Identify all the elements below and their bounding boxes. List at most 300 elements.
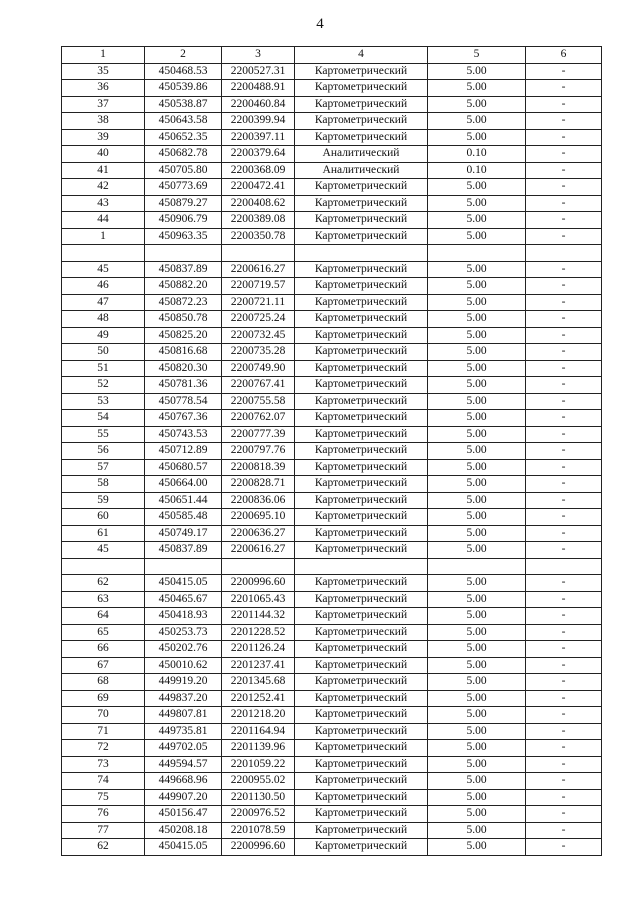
table-cell: 2201345.68	[222, 674, 295, 691]
table-row	[62, 608, 602, 625]
table-cell: 5.00	[428, 674, 526, 691]
table-cell: -	[526, 212, 602, 229]
table-cell: 41	[62, 162, 145, 179]
column-header: 2	[145, 47, 222, 64]
table-cell: 58	[62, 476, 145, 493]
table-cell: Картометрический	[295, 360, 428, 377]
table-cell: Картометрический	[295, 327, 428, 344]
table-cell: 5.00	[428, 822, 526, 839]
table-cell: 2200721.11	[222, 294, 295, 311]
table-cell: Картометрический	[295, 591, 428, 608]
table-cell: 5.00	[428, 179, 526, 196]
table-cell: 56	[62, 443, 145, 460]
table-cell: 450712.89	[145, 443, 222, 460]
table-cell: Картометрический	[295, 806, 428, 823]
table-cell: -	[526, 195, 602, 212]
table-cell: 450418.93	[145, 608, 222, 625]
table-cell: 2201065.43	[222, 591, 295, 608]
table-row	[62, 707, 602, 724]
table-cell: Картометрический	[295, 525, 428, 542]
table-cell: 63	[62, 591, 145, 608]
table-cell: -	[526, 80, 602, 97]
table-cell: 5.00	[428, 591, 526, 608]
table-cell: -	[526, 707, 602, 724]
table-cell: 47	[62, 294, 145, 311]
table-cell: Картометрический	[295, 756, 428, 773]
table-cell: Картометрический	[295, 839, 428, 856]
table-cell: Картометрический	[295, 822, 428, 839]
table-cell: 35	[62, 63, 145, 80]
table-cell: 2201059.22	[222, 756, 295, 773]
table-cell: 5.00	[428, 113, 526, 130]
table-cell: 5.00	[428, 294, 526, 311]
table-cell: 450773.69	[145, 179, 222, 196]
table-cell: 2201164.94	[222, 723, 295, 740]
table-row	[62, 278, 602, 295]
table-cell: Картометрический	[295, 80, 428, 97]
coordinates-table	[61, 46, 602, 856]
table-cell: -	[526, 657, 602, 674]
table-cell: 2201252.41	[222, 690, 295, 707]
table-cell: 71	[62, 723, 145, 740]
table-cell: -	[526, 641, 602, 658]
table-cell: -	[526, 278, 602, 295]
table-cell: Картометрический	[295, 624, 428, 641]
table-cell: -	[526, 179, 602, 196]
empty-cell	[295, 245, 428, 262]
table-cell: 5.00	[428, 261, 526, 278]
empty-cell	[295, 558, 428, 575]
table-cell: 5.00	[428, 492, 526, 509]
empty-cell	[145, 245, 222, 262]
table-cell: Картометрический	[295, 459, 428, 476]
table-row	[62, 459, 602, 476]
table-cell: 0.10	[428, 162, 526, 179]
table-cell: 450882.20	[145, 278, 222, 295]
table-cell: 450963.35	[145, 228, 222, 245]
table-row	[62, 525, 602, 542]
table-row	[62, 212, 602, 229]
table-cell: Картометрический	[295, 393, 428, 410]
table-cell: 5.00	[428, 575, 526, 592]
table-cell: 2200616.27	[222, 542, 295, 559]
table-row	[62, 575, 602, 592]
table-cell: 46	[62, 278, 145, 295]
table-cell: 450816.68	[145, 344, 222, 361]
table-row	[62, 723, 602, 740]
table-cell: 5.00	[428, 311, 526, 328]
table-row	[62, 773, 602, 790]
table-cell: -	[526, 113, 602, 130]
table-cell: 450906.79	[145, 212, 222, 229]
column-header: 5	[428, 47, 526, 64]
table-cell: 49	[62, 327, 145, 344]
table-cell: 5.00	[428, 723, 526, 740]
table-cell: 2200725.24	[222, 311, 295, 328]
table-cell: 5.00	[428, 476, 526, 493]
table-cell: 77	[62, 822, 145, 839]
table-cell: 5.00	[428, 542, 526, 559]
table-cell: 2200389.08	[222, 212, 295, 229]
table-cell: 59	[62, 492, 145, 509]
table-row	[62, 740, 602, 757]
table-cell: -	[526, 261, 602, 278]
group-separator-row	[62, 245, 602, 262]
table-cell: Аналитический	[295, 162, 428, 179]
empty-cell	[526, 558, 602, 575]
table-cell: 449668.96	[145, 773, 222, 790]
table-cell: 2200976.52	[222, 806, 295, 823]
table-cell: 5.00	[428, 195, 526, 212]
table-row	[62, 822, 602, 839]
table-cell: 450825.20	[145, 327, 222, 344]
table-cell: Картометрический	[295, 608, 428, 625]
table-cell: -	[526, 311, 602, 328]
table-cell: 2201228.52	[222, 624, 295, 641]
table-cell: 2201237.41	[222, 657, 295, 674]
table-cell: 2200732.45	[222, 327, 295, 344]
table-cell: 5.00	[428, 443, 526, 460]
table-row	[62, 360, 602, 377]
table-cell: 450538.87	[145, 96, 222, 113]
table-cell: 70	[62, 707, 145, 724]
table-cell: 5.00	[428, 344, 526, 361]
table-cell: 2200797.76	[222, 443, 295, 460]
table-cell: -	[526, 129, 602, 146]
table-cell: Картометрический	[295, 195, 428, 212]
table-cell: 69	[62, 690, 145, 707]
table-row	[62, 311, 602, 328]
table-cell: -	[526, 542, 602, 559]
table-row	[62, 344, 602, 361]
table-cell: -	[526, 674, 602, 691]
table-row	[62, 624, 602, 641]
table-cell: 5.00	[428, 806, 526, 823]
table-cell: 2200755.58	[222, 393, 295, 410]
table-cell: 450820.30	[145, 360, 222, 377]
table-cell: Картометрический	[295, 261, 428, 278]
table-cell: 449919.20	[145, 674, 222, 691]
table-cell: Картометрический	[295, 113, 428, 130]
table-cell: -	[526, 377, 602, 394]
table-cell: 55	[62, 426, 145, 443]
table-row	[62, 179, 602, 196]
table-cell: 5.00	[428, 459, 526, 476]
table-row	[62, 756, 602, 773]
table-row	[62, 641, 602, 658]
table-cell: 2200399.94	[222, 113, 295, 130]
table-row	[62, 146, 602, 163]
table-cell: -	[526, 822, 602, 839]
table-cell: -	[526, 591, 602, 608]
table-cell: 2201144.32	[222, 608, 295, 625]
table-row	[62, 591, 602, 608]
table-cell: 5.00	[428, 426, 526, 443]
table-cell: 65	[62, 624, 145, 641]
table-cell: Картометрический	[295, 278, 428, 295]
table-cell: 450749.17	[145, 525, 222, 542]
table-cell: -	[526, 525, 602, 542]
table-cell: 450850.78	[145, 311, 222, 328]
table-cell: 2200695.10	[222, 509, 295, 526]
table-cell: 62	[62, 575, 145, 592]
table-row	[62, 674, 602, 691]
table-cell: -	[526, 839, 602, 856]
table-cell: 39	[62, 129, 145, 146]
table-cell: 2200460.84	[222, 96, 295, 113]
table-cell: 450156.47	[145, 806, 222, 823]
table-cell: 45	[62, 542, 145, 559]
table-cell: 5.00	[428, 129, 526, 146]
table-cell: 449837.20	[145, 690, 222, 707]
table-cell: 2200408.62	[222, 195, 295, 212]
table-cell: 68	[62, 674, 145, 691]
table-cell: 40	[62, 146, 145, 163]
table-cell: 450208.18	[145, 822, 222, 839]
column-header: 6	[526, 47, 602, 64]
table-cell: Картометрический	[295, 443, 428, 460]
table-cell: 43	[62, 195, 145, 212]
table-cell: -	[526, 740, 602, 757]
table-cell: 2201218.20	[222, 707, 295, 724]
table-cell: Картометрический	[295, 690, 428, 707]
table-cell: 450465.67	[145, 591, 222, 608]
table-cell: -	[526, 443, 602, 460]
empty-cell	[428, 558, 526, 575]
table-row	[62, 261, 602, 278]
table-row	[62, 410, 602, 427]
table-cell: 2200379.64	[222, 146, 295, 163]
table-cell: 5.00	[428, 690, 526, 707]
table-cell: -	[526, 146, 602, 163]
table-cell: Картометрический	[295, 344, 428, 361]
table-cell: Картометрический	[295, 492, 428, 509]
table-row	[62, 129, 602, 146]
table-cell: 450837.89	[145, 542, 222, 559]
table-row	[62, 63, 602, 80]
empty-cell	[222, 558, 295, 575]
table-cell: Картометрический	[295, 789, 428, 806]
table-cell: 450202.76	[145, 641, 222, 658]
table-row	[62, 657, 602, 674]
table-cell: 450652.35	[145, 129, 222, 146]
table-cell: -	[526, 492, 602, 509]
table-cell: Картометрический	[295, 723, 428, 740]
table-row	[62, 542, 602, 559]
table-cell: 450879.27	[145, 195, 222, 212]
table-row	[62, 96, 602, 113]
table-cell: 67	[62, 657, 145, 674]
table-cell: -	[526, 806, 602, 823]
table-cell: 5.00	[428, 228, 526, 245]
table-cell: 450643.58	[145, 113, 222, 130]
table-cell: Картометрический	[295, 63, 428, 80]
table-cell: -	[526, 624, 602, 641]
table-cell: 50	[62, 344, 145, 361]
table-cell: 5.00	[428, 212, 526, 229]
table-cell: -	[526, 756, 602, 773]
table-cell: Картометрический	[295, 476, 428, 493]
table-cell: 2200527.31	[222, 63, 295, 80]
table-cell: Картометрический	[295, 212, 428, 229]
table-cell: 5.00	[428, 839, 526, 856]
table-cell: 449594.57	[145, 756, 222, 773]
table-cell: Картометрический	[295, 228, 428, 245]
table-cell: 2200836.06	[222, 492, 295, 509]
table-cell: 450837.89	[145, 261, 222, 278]
table-cell: 2200636.27	[222, 525, 295, 542]
table-cell: 450468.53	[145, 63, 222, 80]
table-cell: 73	[62, 756, 145, 773]
table-cell: 450705.80	[145, 162, 222, 179]
table-cell: 2200488.91	[222, 80, 295, 97]
table-cell: 450253.73	[145, 624, 222, 641]
table-cell: 450585.48	[145, 509, 222, 526]
table-cell: 450415.05	[145, 575, 222, 592]
table-cell: 2200749.90	[222, 360, 295, 377]
table-cell: 60	[62, 509, 145, 526]
table-cell: 51	[62, 360, 145, 377]
table-cell: -	[526, 608, 602, 625]
table-cell: 53	[62, 393, 145, 410]
table-row	[62, 806, 602, 823]
empty-cell	[428, 245, 526, 262]
group-separator-row	[62, 558, 602, 575]
table-cell: 2200472.41	[222, 179, 295, 196]
table-cell: 5.00	[428, 773, 526, 790]
table-cell: 2200777.39	[222, 426, 295, 443]
table-cell: 76	[62, 806, 145, 823]
table-cell: -	[526, 575, 602, 592]
table-cell: 52	[62, 377, 145, 394]
table-cell: 5.00	[428, 657, 526, 674]
table-cell: 449807.81	[145, 707, 222, 724]
table-cell: 74	[62, 773, 145, 790]
table-body	[62, 63, 602, 855]
empty-cell	[62, 245, 145, 262]
table-cell: Картометрический	[295, 311, 428, 328]
table-cell: Картометрический	[295, 641, 428, 658]
table-cell: Картометрический	[295, 575, 428, 592]
table-cell: Картометрический	[295, 294, 428, 311]
table-cell: 5.00	[428, 377, 526, 394]
table-cell: 450651.44	[145, 492, 222, 509]
table-cell: Картометрический	[295, 179, 428, 196]
table-cell: 2201130.50	[222, 789, 295, 806]
table-cell: -	[526, 426, 602, 443]
table-cell: -	[526, 344, 602, 361]
column-header: 3	[222, 47, 295, 64]
table-cell: 38	[62, 113, 145, 130]
table-header-row	[62, 47, 602, 64]
table-row	[62, 377, 602, 394]
table-cell: Картометрический	[295, 509, 428, 526]
table-cell: -	[526, 410, 602, 427]
table-cell: 45	[62, 261, 145, 278]
table-row	[62, 228, 602, 245]
table-cell: 5.00	[428, 789, 526, 806]
table-cell: 450415.05	[145, 839, 222, 856]
table-cell: 5.00	[428, 624, 526, 641]
table-cell: 2200350.78	[222, 228, 295, 245]
table-cell: 5.00	[428, 80, 526, 97]
table-row	[62, 690, 602, 707]
table-cell: Картометрический	[295, 426, 428, 443]
table-cell: 5.00	[428, 756, 526, 773]
table-cell: 2200996.60	[222, 839, 295, 856]
table-cell: 2201078.59	[222, 822, 295, 839]
table-row	[62, 80, 602, 97]
table-cell: -	[526, 690, 602, 707]
table-row	[62, 509, 602, 526]
table-cell: 75	[62, 789, 145, 806]
table-cell: 2200767.41	[222, 377, 295, 394]
table-cell: 450778.54	[145, 393, 222, 410]
table-cell: 5.00	[428, 608, 526, 625]
table-cell: 5.00	[428, 63, 526, 80]
table-cell: Картометрический	[295, 740, 428, 757]
table-cell: 2200762.07	[222, 410, 295, 427]
table-cell: 44	[62, 212, 145, 229]
table-cell: 61	[62, 525, 145, 542]
table-cell: Картометрический	[295, 657, 428, 674]
table-cell: -	[526, 294, 602, 311]
table-row	[62, 162, 602, 179]
table-cell: 72	[62, 740, 145, 757]
table-cell: Картометрический	[295, 96, 428, 113]
table-cell: 5.00	[428, 509, 526, 526]
table-cell: 450664.00	[145, 476, 222, 493]
table-cell: -	[526, 393, 602, 410]
table-cell: -	[526, 476, 602, 493]
table-cell: Картометрический	[295, 707, 428, 724]
table-cell: Аналитический	[295, 146, 428, 163]
table-cell: 450767.36	[145, 410, 222, 427]
table-cell: -	[526, 773, 602, 790]
table-cell: 42	[62, 179, 145, 196]
table-cell: 5.00	[428, 641, 526, 658]
table-cell: 64	[62, 608, 145, 625]
table-cell: 5.00	[428, 707, 526, 724]
table-cell: 450539.86	[145, 80, 222, 97]
table-cell: 2200818.39	[222, 459, 295, 476]
table-cell: 450682.78	[145, 146, 222, 163]
table-cell: 62	[62, 839, 145, 856]
table-cell: -	[526, 63, 602, 80]
table-cell: 36	[62, 80, 145, 97]
table-cell: 450872.23	[145, 294, 222, 311]
table-cell: -	[526, 509, 602, 526]
table-cell: 54	[62, 410, 145, 427]
empty-cell	[62, 558, 145, 575]
table-cell: 450680.57	[145, 459, 222, 476]
empty-cell	[145, 558, 222, 575]
table-cell: 48	[62, 311, 145, 328]
table-row	[62, 789, 602, 806]
table-cell: 2200368.09	[222, 162, 295, 179]
table-row	[62, 294, 602, 311]
table-cell: 450743.53	[145, 426, 222, 443]
table-row	[62, 492, 602, 509]
table-cell: Картометрический	[295, 773, 428, 790]
table-cell: -	[526, 96, 602, 113]
table-cell: Картометрический	[295, 542, 428, 559]
table-cell: 2200828.71	[222, 476, 295, 493]
table-cell: 2200955.02	[222, 773, 295, 790]
table-row	[62, 195, 602, 212]
table-cell: 2201139.96	[222, 740, 295, 757]
table-row	[62, 113, 602, 130]
